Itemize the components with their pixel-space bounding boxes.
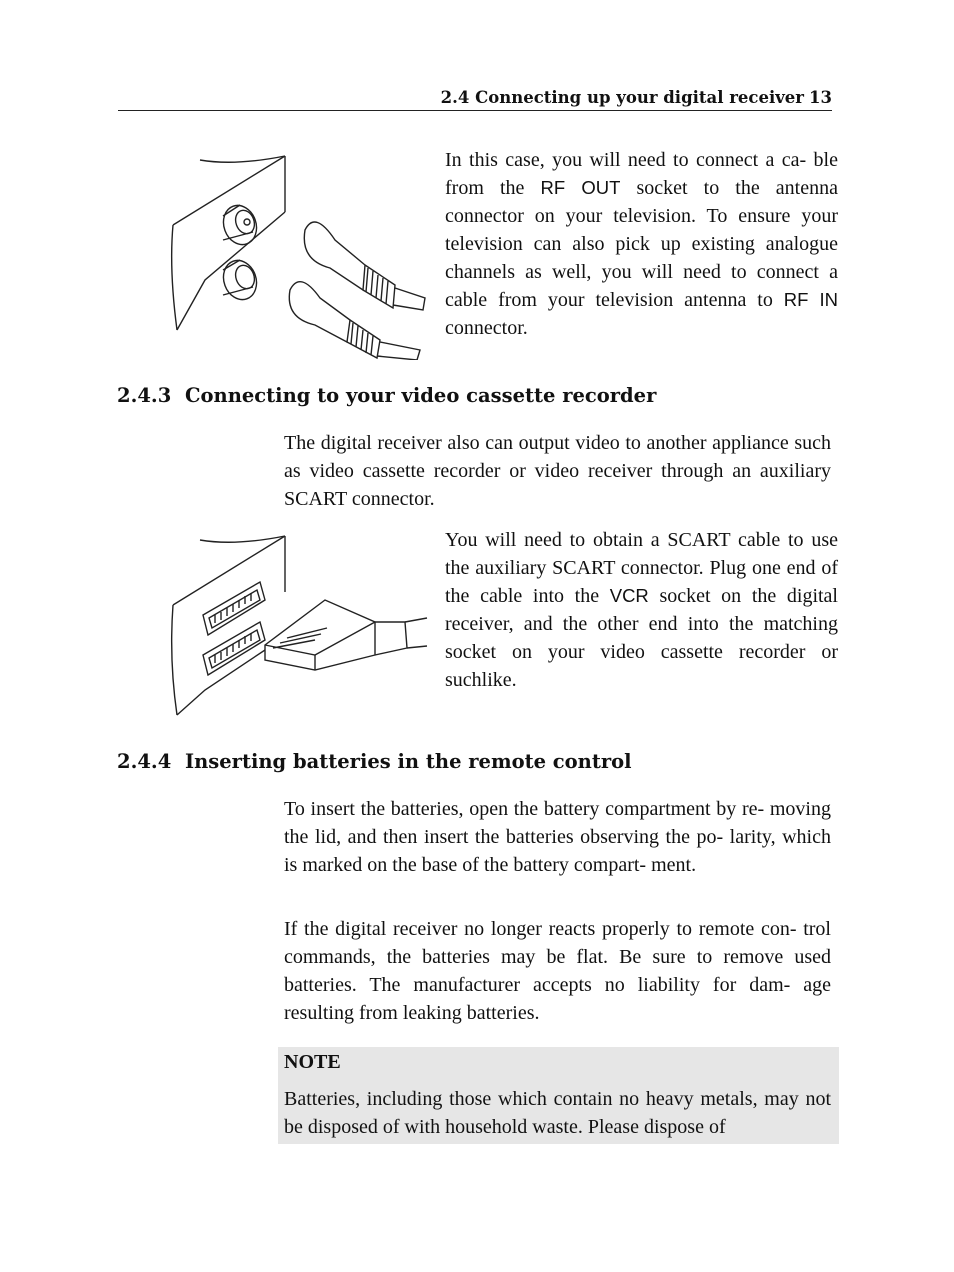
note-title: NOTE bbox=[284, 1051, 341, 1073]
running-header bbox=[118, 87, 832, 111]
page-number: 13 bbox=[809, 88, 832, 107]
scart-connector-illustration bbox=[165, 530, 435, 720]
batteries-paragraph-1: To insert the batteries, open the battery compartment by re- moving the lid, and then insert the batteries observing the po- larity, which is marked on the base of the battery compart- ment. bbox=[284, 798, 831, 876]
vcr-intro-paragraph: The digital receiver also can output video to another appliance such as video cassette recorder or video receiver through an auxiliary SCART connector. bbox=[284, 432, 831, 510]
rf-out-label: RF OUT bbox=[540, 177, 621, 198]
note-box bbox=[278, 1047, 839, 1144]
note-body: Batteries, including those which contain no heavy metals, may not be disposed of with household waste. Please dispose of bbox=[284, 1088, 831, 1138]
running-title: 2.4 Connecting up your digital receiver bbox=[440, 88, 804, 107]
rf-connection-paragraph: In this case, you will need to connect a ca- ble from the RF OUT socket to the antenna connector on your television. To ensure your television can also pick up existing analogue channels as well, you will need to connect a cable from your television antenna to RF IN connector. bbox=[445, 149, 838, 339]
rf-in-label: RF IN bbox=[783, 289, 838, 310]
section-heading-vcr: 2.4.3 Connecting to your video cassette recorder bbox=[117, 384, 657, 407]
vcr-label: VCR bbox=[609, 585, 649, 606]
section-heading-batteries: 2.4.4 Inserting batteries in the remote control bbox=[117, 750, 632, 773]
rf-connector-illustration bbox=[165, 150, 435, 360]
scart-paragraph: You will need to obtain a SCART cable to use the auxiliary SCART connector. Plug one end of the cable into the VCR socket on the digital receiver, and the other end into the matching socket on your video cassette recorder or suchlike. bbox=[445, 529, 838, 691]
batteries-paragraph-2: If the digital receiver no longer reacts properly to remote con- trol commands, the batteries may be flat. Be sure to remove used batteries. The manufacturer accepts no liability for dam- age resulting from leaking batteries. bbox=[284, 918, 831, 1024]
